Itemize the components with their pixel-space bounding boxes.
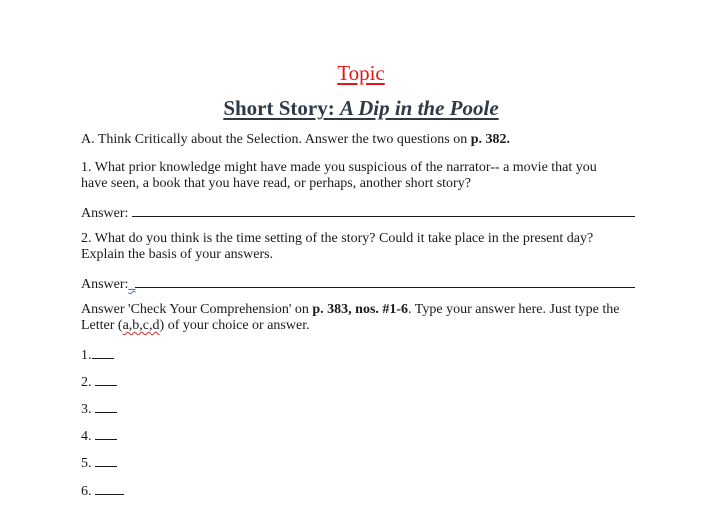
- item-3-blank[interactable]: [95, 400, 117, 413]
- section-a-instruction: [81, 132, 641, 148]
- comprehension-letter-pre: Letter (: [81, 318, 123, 333]
- item-2[interactable]: [81, 373, 641, 391]
- comprehension-instruction: [81, 302, 641, 334]
- question-2-line-1: 2. What do you think is the time setting of the story? Could it take place in the present day?: [81, 231, 594, 246]
- answer-2-label: Answer:: [81, 277, 129, 292]
- item-1-blank[interactable]: [92, 346, 114, 359]
- item-4-label: 4.: [81, 429, 95, 444]
- question-2: [81, 231, 641, 263]
- item-2-label: 2.: [81, 375, 95, 390]
- item-3[interactable]: [81, 400, 641, 418]
- comprehension-letters: a,b,c,d: [122, 318, 160, 333]
- answer-1-label: Answer:: [81, 206, 132, 221]
- question-1: [81, 160, 641, 192]
- item-2-blank[interactable]: [95, 373, 117, 386]
- item-1-label: 1.: [81, 348, 92, 363]
- comprehension-pre: Answer 'Check Your Comprehension' on: [81, 302, 313, 317]
- story-title: [81, 95, 641, 121]
- comprehension-line-1: [81, 302, 641, 318]
- story-title-prefix: Short Story:: [223, 96, 340, 120]
- question-2-line-2: Explain the basis of your answers.: [81, 247, 274, 262]
- comprehension-line-2: [81, 318, 641, 334]
- item-6[interactable]: [81, 482, 641, 500]
- answer-1-blank[interactable]: [132, 204, 635, 217]
- comprehension-page-ref: p. 383, nos. #1-6: [312, 302, 409, 317]
- item-5-blank[interactable]: [95, 454, 117, 467]
- answer-2-row[interactable]: [81, 275, 641, 293]
- item-1[interactable]: [81, 346, 641, 364]
- answer-2-value[interactable]: _: [128, 277, 136, 292]
- item-5-label: 5.: [81, 456, 95, 471]
- section-a-page-ref: p. 382.: [470, 132, 511, 147]
- comprehension-post: . Type your answer here. Just type the: [408, 302, 620, 317]
- comprehension-letter-post: ) of your choice or answer.: [159, 318, 310, 333]
- topic-heading: Topic: [337, 61, 385, 85]
- answer-1-row[interactable]: [81, 204, 641, 222]
- item-3-label: 3.: [81, 402, 95, 417]
- item-4[interactable]: [81, 427, 641, 445]
- question-1-line-2: have seen, a book that you have read, or perhaps, another short story?: [81, 176, 471, 191]
- story-title-underlined: [223, 96, 498, 120]
- answer-2-blank[interactable]: [135, 275, 635, 288]
- item-6-blank[interactable]: [95, 482, 124, 495]
- item-6-label: 6.: [81, 484, 95, 499]
- item-5[interactable]: [81, 454, 641, 472]
- story-title-italic: A Dip in the Poole: [339, 96, 499, 120]
- item-4-blank[interactable]: [95, 427, 117, 440]
- question-1-line-1: 1. What prior knowledge might have made you suspicious of the narrator-- a movie that you: [81, 160, 597, 175]
- section-a-text: A. Think Critically about the Selection. Answer the two questions on: [81, 132, 471, 147]
